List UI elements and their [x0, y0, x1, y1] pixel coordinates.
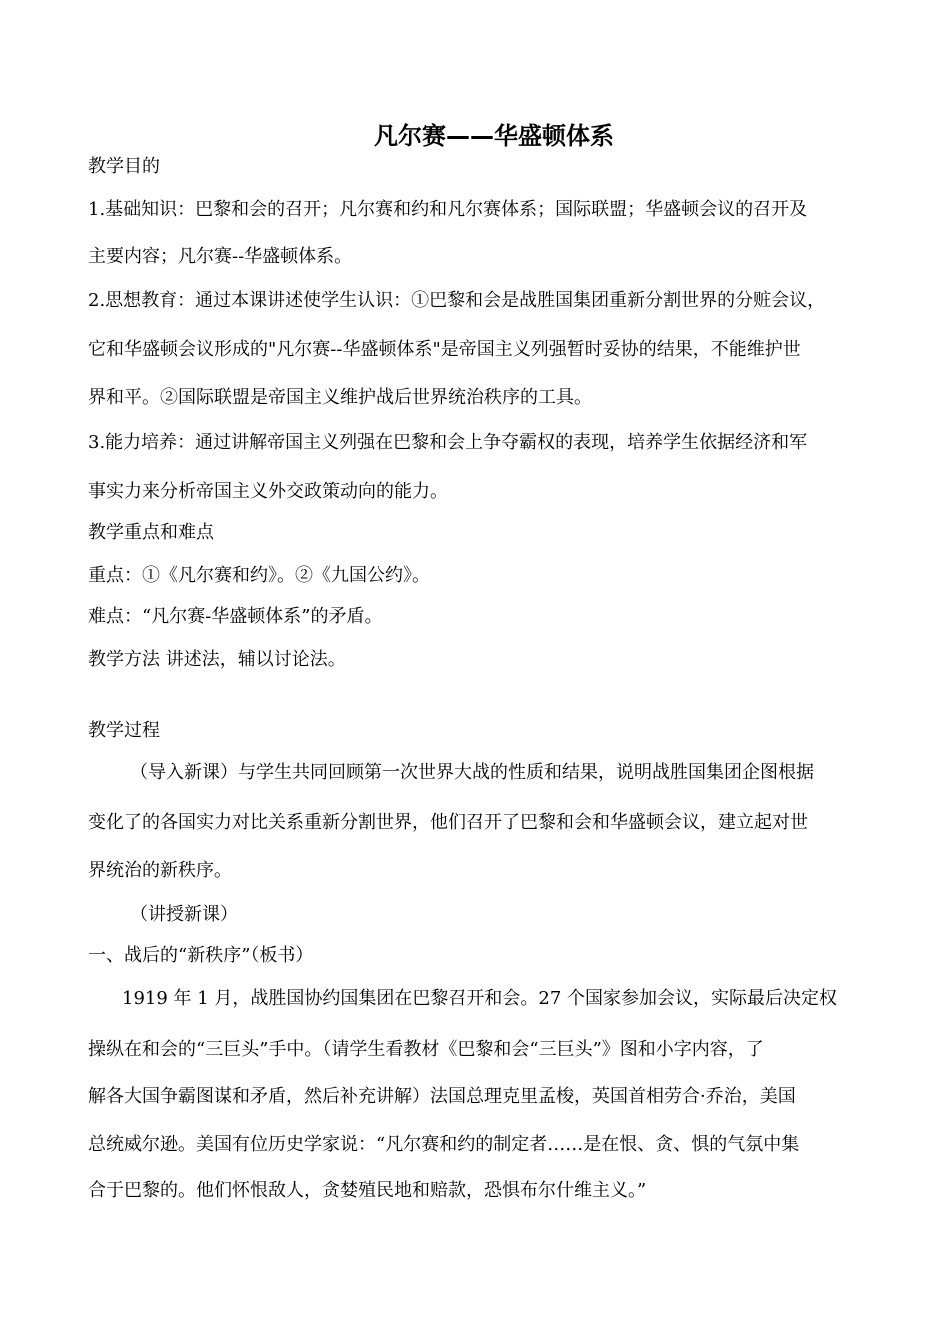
- paragraph-line: 解各大国争霸图谋和矛盾，然后补充讲解）法国总理克里孟梭，英国首相劳合·乔治，美国: [88, 1086, 796, 1107]
- paragraph-line: 1919 年 1 月，战胜国协约国集团在巴黎召开和会。27 个国家参加会议，实际最后决定权: [122, 988, 838, 1009]
- paragraph-line: 3.能力培养：通过讲解帝国主义列强在巴黎和会上争夺霸权的表现，培养学生依据经济和军: [88, 432, 808, 453]
- paragraph-line: （导入新课）与学生共同回顾第一次世界大战的性质和结果，说明战胜国集团企图根据: [130, 762, 814, 783]
- section-heading-method: 教学方法 讲述法，辅以讨论法。: [88, 649, 346, 670]
- paragraph-line: 重点：①《凡尔赛和约》。②《九国公约》。: [88, 565, 430, 586]
- paragraph-line: 总统威尔逊。美国有位历史学家说：“凡尔赛和约的制定者……是在恨、贪、惧的气氛中集: [88, 1134, 800, 1155]
- paragraph-line: 界和平。②国际联盟是帝国主义维护战后世界统治秩序的工具。: [88, 387, 592, 408]
- section-heading-new-order: 一、战后的“新秩序”（板书）: [88, 945, 314, 966]
- paragraph-line: 变化了的各国实力对比关系重新分割世界，他们召开了巴黎和会和华盛顿会议，建立起对世: [88, 812, 808, 833]
- paragraph-line: 1.基础知识：巴黎和会的召开；凡尔赛和约和凡尔赛体系；国际联盟；华盛顿会议的召开及: [88, 199, 808, 220]
- section-heading-objectives: 教学目的: [88, 156, 160, 177]
- paragraph-line: 主要内容；凡尔赛--华盛顿体系。: [88, 246, 353, 267]
- paragraph-line: 2.思想教育：通过本课讲述使学生认识：①巴黎和会是战胜国集团重新分割世界的分赃会议，: [88, 290, 826, 311]
- paragraph-line: 合于巴黎的。他们怀恨敌人，贪婪殖民地和赔款，恐惧布尔什维主义。”: [88, 1180, 647, 1201]
- section-heading-process: 教学过程: [88, 720, 160, 741]
- paragraph-line: 操纵在和会的“三巨头”手中。（请学生看教材《巴黎和会“三巨头”》图和小字内容，了: [88, 1039, 764, 1060]
- paragraph-line: 界统治的新秩序。: [88, 860, 232, 881]
- paragraph-line: （讲授新课）: [130, 904, 238, 925]
- paragraph-line: 它和华盛顿会议形成的"凡尔赛--华盛顿体系"是帝国主义列强暂时妥协的结果，不能维护世: [88, 339, 801, 360]
- section-heading-keypoints: 教学重点和难点: [88, 522, 214, 543]
- paragraph-line: 难点：“凡尔赛-华盛顿体系”的矛盾。: [88, 606, 383, 627]
- document-title: 凡尔赛——华盛顿体系: [374, 122, 614, 150]
- paragraph-line: 事实力来分析帝国主义外交政策动向的能力。: [88, 481, 448, 502]
